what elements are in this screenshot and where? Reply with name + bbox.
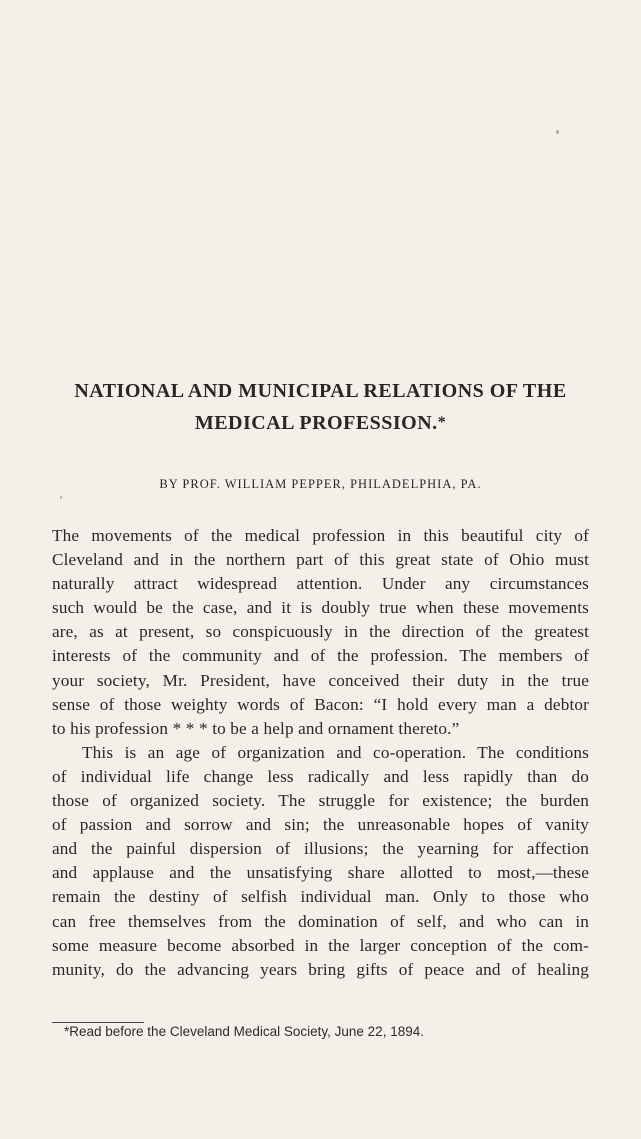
text-line: of individual life change less radically and less rapidly than do	[52, 766, 589, 786]
text-line: Cleveland and in the northern part of this great state of Ohio must	[52, 550, 589, 570]
article-title-line-1: NATIONAL AND MUNICIPAL RELATIONS OF THE	[74, 380, 567, 402]
footnote-marker: *	[437, 414, 447, 431]
text-line: The movements of the medical profession in this beautiful city of	[52, 526, 589, 545]
paper-speck	[556, 130, 559, 134]
footnote: *Read before the Cleveland Medical Society, June 22, 1894.	[64, 1024, 424, 1039]
paragraph-1	[52, 524, 589, 741]
text-line: and the painful dispersion of illusions; the yearning for affection	[52, 839, 589, 859]
article-title-text: MEDICAL PROFESSION.	[194, 412, 438, 434]
text-line: to his profession * * * to be a help and ornament thereto.”	[52, 718, 460, 738]
text-line: sense of those weighty words of Bacon: “I hold every man a debtor	[52, 694, 589, 714]
text-line: can free themselves from the domination of self, and who can in	[52, 911, 589, 931]
text-line: interests of the community and of the profession. The members of	[52, 646, 589, 666]
text-line: are, as at present, so conspicuously in the direction of the greatest	[52, 622, 589, 642]
text-line: munity, do the advancing years bring gifts of peace and of healing	[52, 959, 589, 979]
text-line: of passion and sorrow and sin; the unreasonable hopes of vanity	[52, 815, 589, 835]
text-line: such would be the case, and it is doubly true when these movements	[52, 598, 589, 618]
author-byline: BY PROF. WILLIAM PEPPER, PHILADELPHIA, PA.	[159, 477, 482, 491]
article-body	[52, 524, 589, 982]
text-line: some measure become absorbed in the larger conception of the com-	[52, 935, 589, 955]
text-line: your society, Mr. President, have conceived their duty in the true	[52, 670, 589, 690]
text-line: remain the destiny of selfish individual man. Only to those who	[52, 887, 589, 907]
text-line: naturally attract widespread attention. Under any circumstances	[52, 574, 589, 594]
paper-speck	[60, 496, 62, 499]
paragraph-2	[52, 741, 589, 982]
text-line: This is an age of organization and co-operation. The conditions	[82, 742, 589, 762]
text-line: and applause and the unsatisfying share allotted to most,—these	[52, 863, 589, 883]
text-line: those of organized society. The struggle for existence; the burden	[52, 791, 589, 811]
article-title-line-2	[40, 408, 601, 438]
